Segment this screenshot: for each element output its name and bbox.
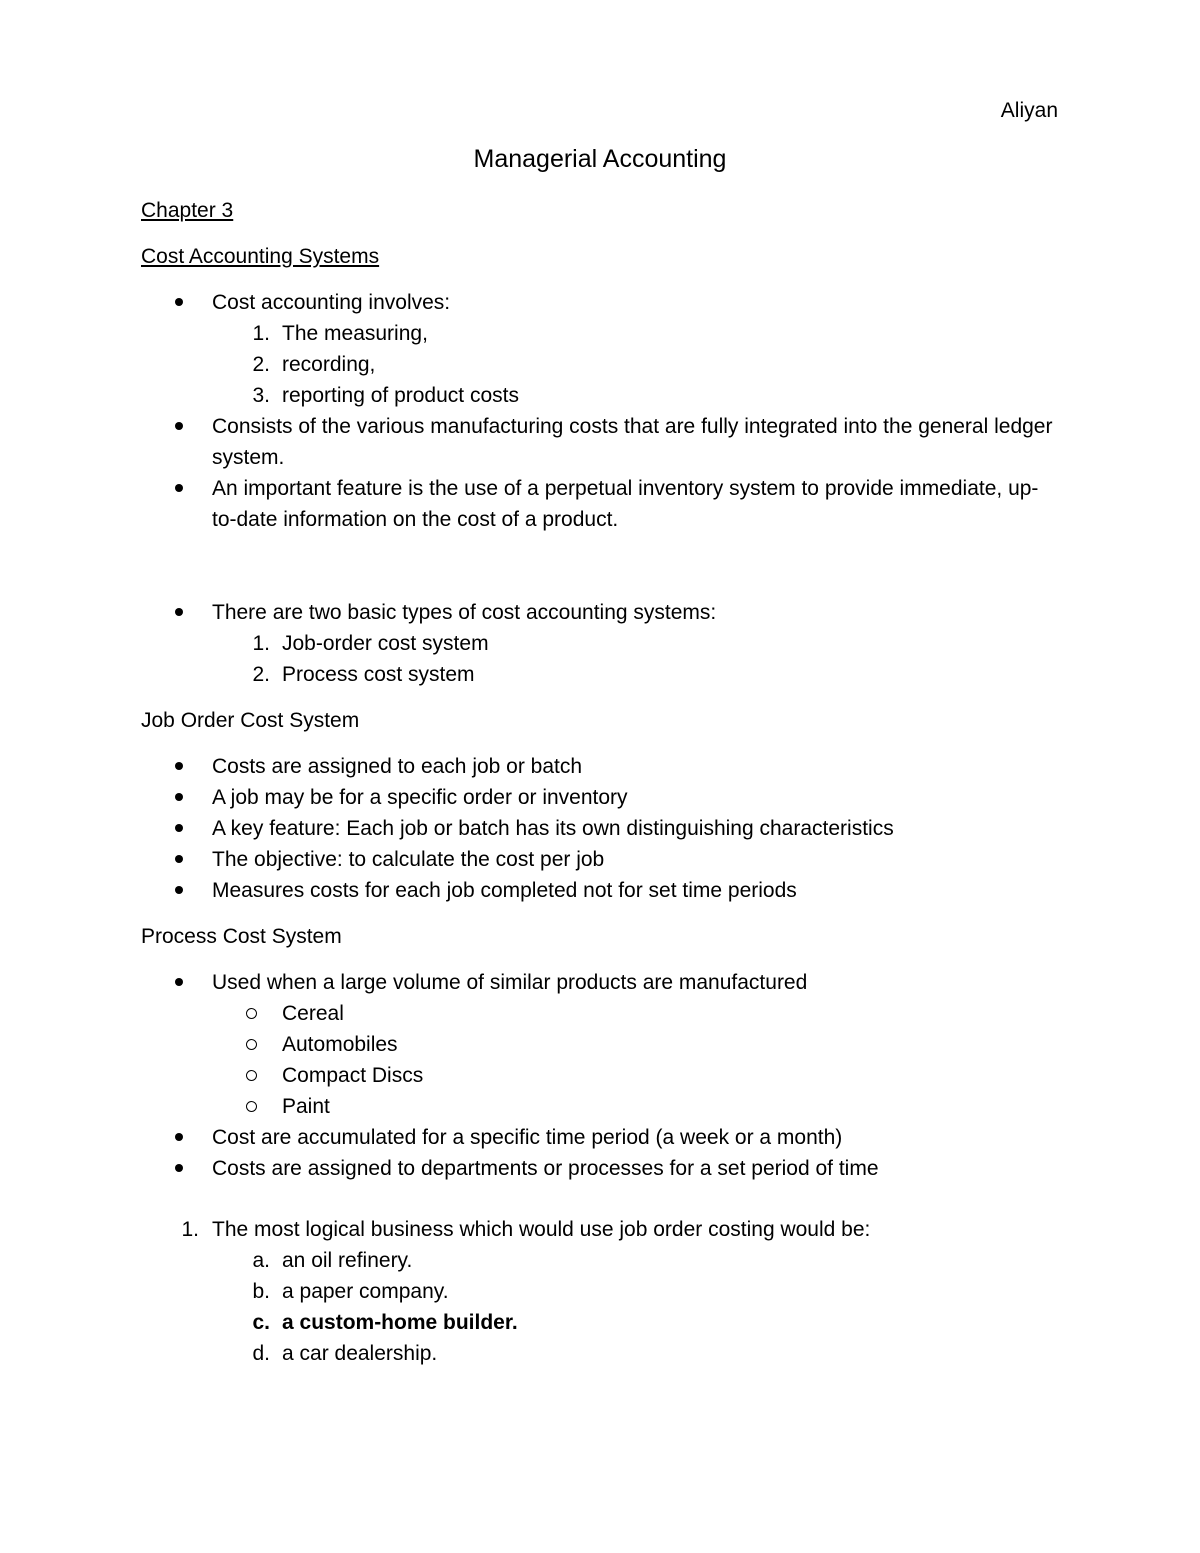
circle-bullet-icon: [246, 1029, 257, 1060]
list-item: 1. The measuring,: [252, 322, 428, 345]
circle-bullet-icon: [246, 1060, 257, 1091]
list-item: 2. Process cost system: [252, 663, 475, 686]
bullet-icon: [175, 875, 183, 906]
answer-option-selected: c. a custom-home builder.: [252, 1311, 518, 1334]
list-item: Measures costs for each job completed not for set time periods: [141, 875, 1061, 906]
answer-option: d. a car dealership.: [252, 1342, 438, 1365]
bullet-icon: [175, 751, 183, 782]
bullet-icon: [175, 1153, 183, 1184]
bullet-icon: [175, 597, 183, 628]
list-item: A key feature: Each job or batch has its own distinguishing characteristics: [141, 813, 1061, 844]
list-item: 2. recording,: [252, 353, 376, 376]
list-item: Automobiles: [141, 1029, 1061, 1060]
list-item: Compact Discs: [141, 1060, 1061, 1091]
list-item: An important feature is the use of a perpetual inventory system to provide immediate, up-to-date information on the cost of a product.: [141, 473, 1061, 535]
list-item: A job may be for a specific order or inventory: [141, 782, 1061, 813]
question-stem: 1. The most logical business which would use job order costing would be:: [181, 1218, 871, 1241]
section-heading-process-cost: Process Cost System: [141, 925, 342, 948]
list-item: Cost are accumulated for a specific time period (a week or a month): [141, 1122, 1061, 1153]
list-item: Consists of the various manufacturing costs that are fully integrated into the general ledger system.: [141, 411, 1061, 473]
bullet-icon: [175, 1122, 183, 1153]
list-item: 3. reporting of product costs: [252, 384, 519, 407]
bullet-icon: [175, 473, 183, 504]
list-item: Costs are assigned to departments or processes for a set period of time: [141, 1153, 1061, 1184]
list-item: Used when a large volume of similar products are manufactured: [141, 967, 1061, 998]
answer-option: a. an oil refinery.: [252, 1249, 413, 1272]
circle-bullet-icon: [246, 998, 257, 1029]
list-item: There are two basic types of cost accounting systems:: [141, 597, 1061, 628]
list-item: The objective: to calculate the cost per job: [141, 844, 1061, 875]
bullet-icon: [175, 967, 183, 998]
list-item: Cereal: [141, 998, 1061, 1029]
bullet-icon: [175, 287, 183, 318]
circle-bullet-icon: [246, 1091, 257, 1122]
bullet-icon: [175, 782, 183, 813]
list-item: Paint: [141, 1091, 1061, 1122]
author-name: Aliyan: [1000, 99, 1058, 122]
document-body: [141, 195, 1061, 1369]
list-item: Costs are assigned to each job or batch: [141, 751, 1061, 782]
chapter-heading: Chapter 3: [141, 199, 234, 222]
bullet-icon: [175, 844, 183, 875]
list-item: 1. Job-order cost system: [252, 632, 489, 655]
section-heading-cost-accounting-systems: Cost Accounting Systems: [141, 245, 380, 268]
answer-option: b. a paper company.: [252, 1280, 449, 1303]
list-item: Cost accounting involves:: [141, 287, 1061, 318]
bullet-icon: [175, 813, 183, 844]
section-heading-job-order: Job Order Cost System: [141, 709, 360, 732]
bullet-icon: [175, 411, 183, 442]
document-title: Managerial Accounting: [473, 145, 727, 173]
